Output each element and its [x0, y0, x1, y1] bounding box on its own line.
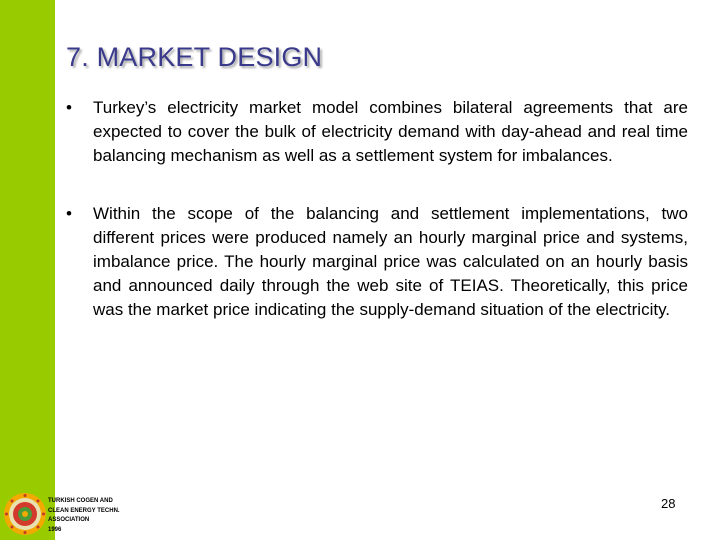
- association-line: ASSOCIATION: [48, 517, 90, 523]
- page-number: 28: [661, 496, 676, 511]
- bullet-marker: •: [66, 204, 72, 223]
- bullet-marker: •: [66, 98, 72, 117]
- association-line: TURKISH COGEN AND: [48, 498, 113, 504]
- bullet-list: [66, 96, 688, 356]
- association-logo-icon: [3, 492, 47, 536]
- green-sidebar: [0, 0, 55, 540]
- bullet-text: Within the scope of the balancing and settlement implementations, two different prices were produced namely an hourly marginal price and systems, imbalance price. The hourly marginal price was calculated on an hourly basis and announced daily through the web site of TEIAS. Theoretically, this price was the market price indicating the supply-demand situation of the electricity.: [93, 204, 688, 319]
- bullet-item: [66, 202, 688, 322]
- bullet-text: Turkey’s electricity market model combines bilateral agreements that are expected to cover the bulk of electricity demand with day-ahead and real time balancing mechanism as well as a settlement system for imbalances.: [93, 98, 688, 165]
- bullet-item: [66, 96, 688, 168]
- slide-title: 7. MARKET DESIGN: [66, 42, 323, 72]
- association-name: [48, 497, 138, 535]
- association-line: CLEAN ENERGY TECHN.: [48, 507, 120, 514]
- association-line: 1996: [48, 526, 62, 533]
